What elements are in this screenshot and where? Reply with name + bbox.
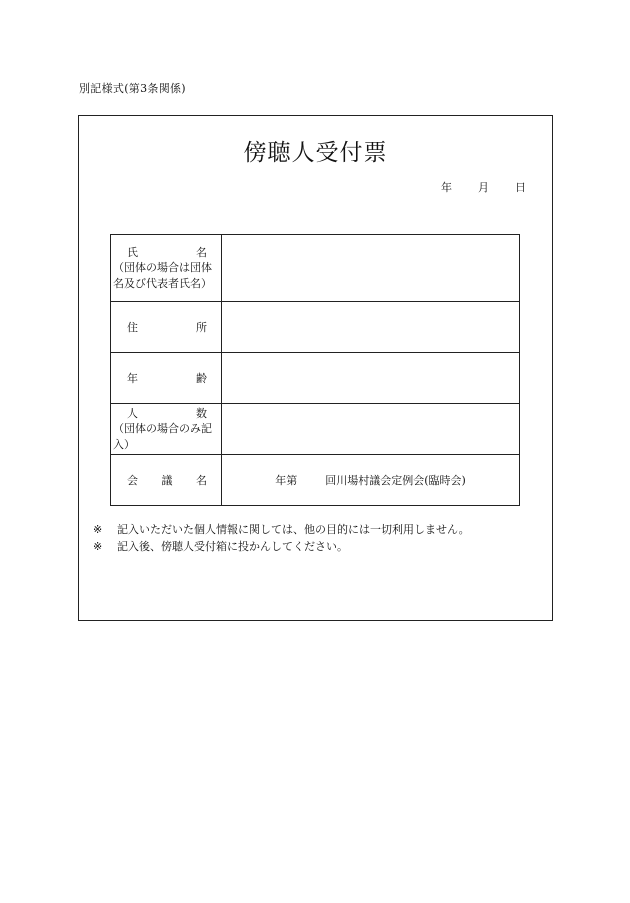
- count-input-cell[interactable]: [222, 404, 520, 455]
- age-label-cell: [111, 353, 222, 404]
- name-label-cell: [111, 235, 222, 302]
- address-label-cell: [111, 302, 222, 353]
- date-day-label: 日: [515, 181, 526, 194]
- name-sub-label: （団体の場合は団体名及び代表者氏名）: [113, 261, 212, 290]
- address-input-cell[interactable]: [222, 302, 520, 353]
- address-label-1: 住: [127, 321, 138, 334]
- note-text: 記入いただいた個人情報に関しては、他の目的には一切利用しません。: [117, 523, 470, 536]
- form-title: 傍聴人受付票: [243, 140, 388, 166]
- table-row-name: [111, 235, 520, 302]
- note-item: [93, 538, 470, 555]
- meeting-label-2: 議: [161, 474, 173, 487]
- date-row: [441, 179, 526, 195]
- meeting-label-3: 名: [196, 474, 207, 487]
- notes: [93, 521, 470, 555]
- entry-table: [110, 234, 520, 506]
- form-frame: [78, 115, 553, 621]
- meeting-label-cell: [111, 455, 222, 506]
- date-year-label: 年: [441, 181, 452, 194]
- age-input-cell[interactable]: [222, 353, 520, 404]
- address-label-2: 所: [196, 321, 207, 334]
- form-style-note: 別記様式(第3条関係): [79, 82, 186, 95]
- name-label-2: 名: [196, 246, 207, 259]
- meeting-value-cell[interactable]: [222, 455, 520, 506]
- count-label-2: 数: [196, 407, 207, 420]
- table-row-meeting: [111, 455, 520, 506]
- meeting-label-1: 会: [127, 474, 138, 487]
- count-label-cell: [111, 404, 222, 455]
- note-mark: ※: [93, 523, 103, 536]
- age-label-1: 年: [127, 372, 138, 385]
- count-sub-label: （団体の場合のみ記入）: [113, 422, 212, 451]
- table-row-count: [111, 404, 520, 455]
- note-item: [93, 521, 470, 538]
- note-mark: ※: [93, 540, 103, 553]
- age-label-2: 齢: [196, 372, 207, 385]
- meeting-name: 回川場村議会定例会(臨時会): [325, 474, 466, 487]
- name-input-cell[interactable]: [222, 235, 520, 302]
- table-row-age: [111, 353, 520, 404]
- name-label-1: 氏: [127, 246, 138, 259]
- meeting-session-number: 年第: [275, 474, 298, 487]
- date-month-label: 月: [478, 181, 489, 194]
- note-text: 記入後、傍聴人受付箱に投かんしてください。: [117, 540, 348, 553]
- count-label-1: 人: [127, 407, 138, 420]
- table-row-address: [111, 302, 520, 353]
